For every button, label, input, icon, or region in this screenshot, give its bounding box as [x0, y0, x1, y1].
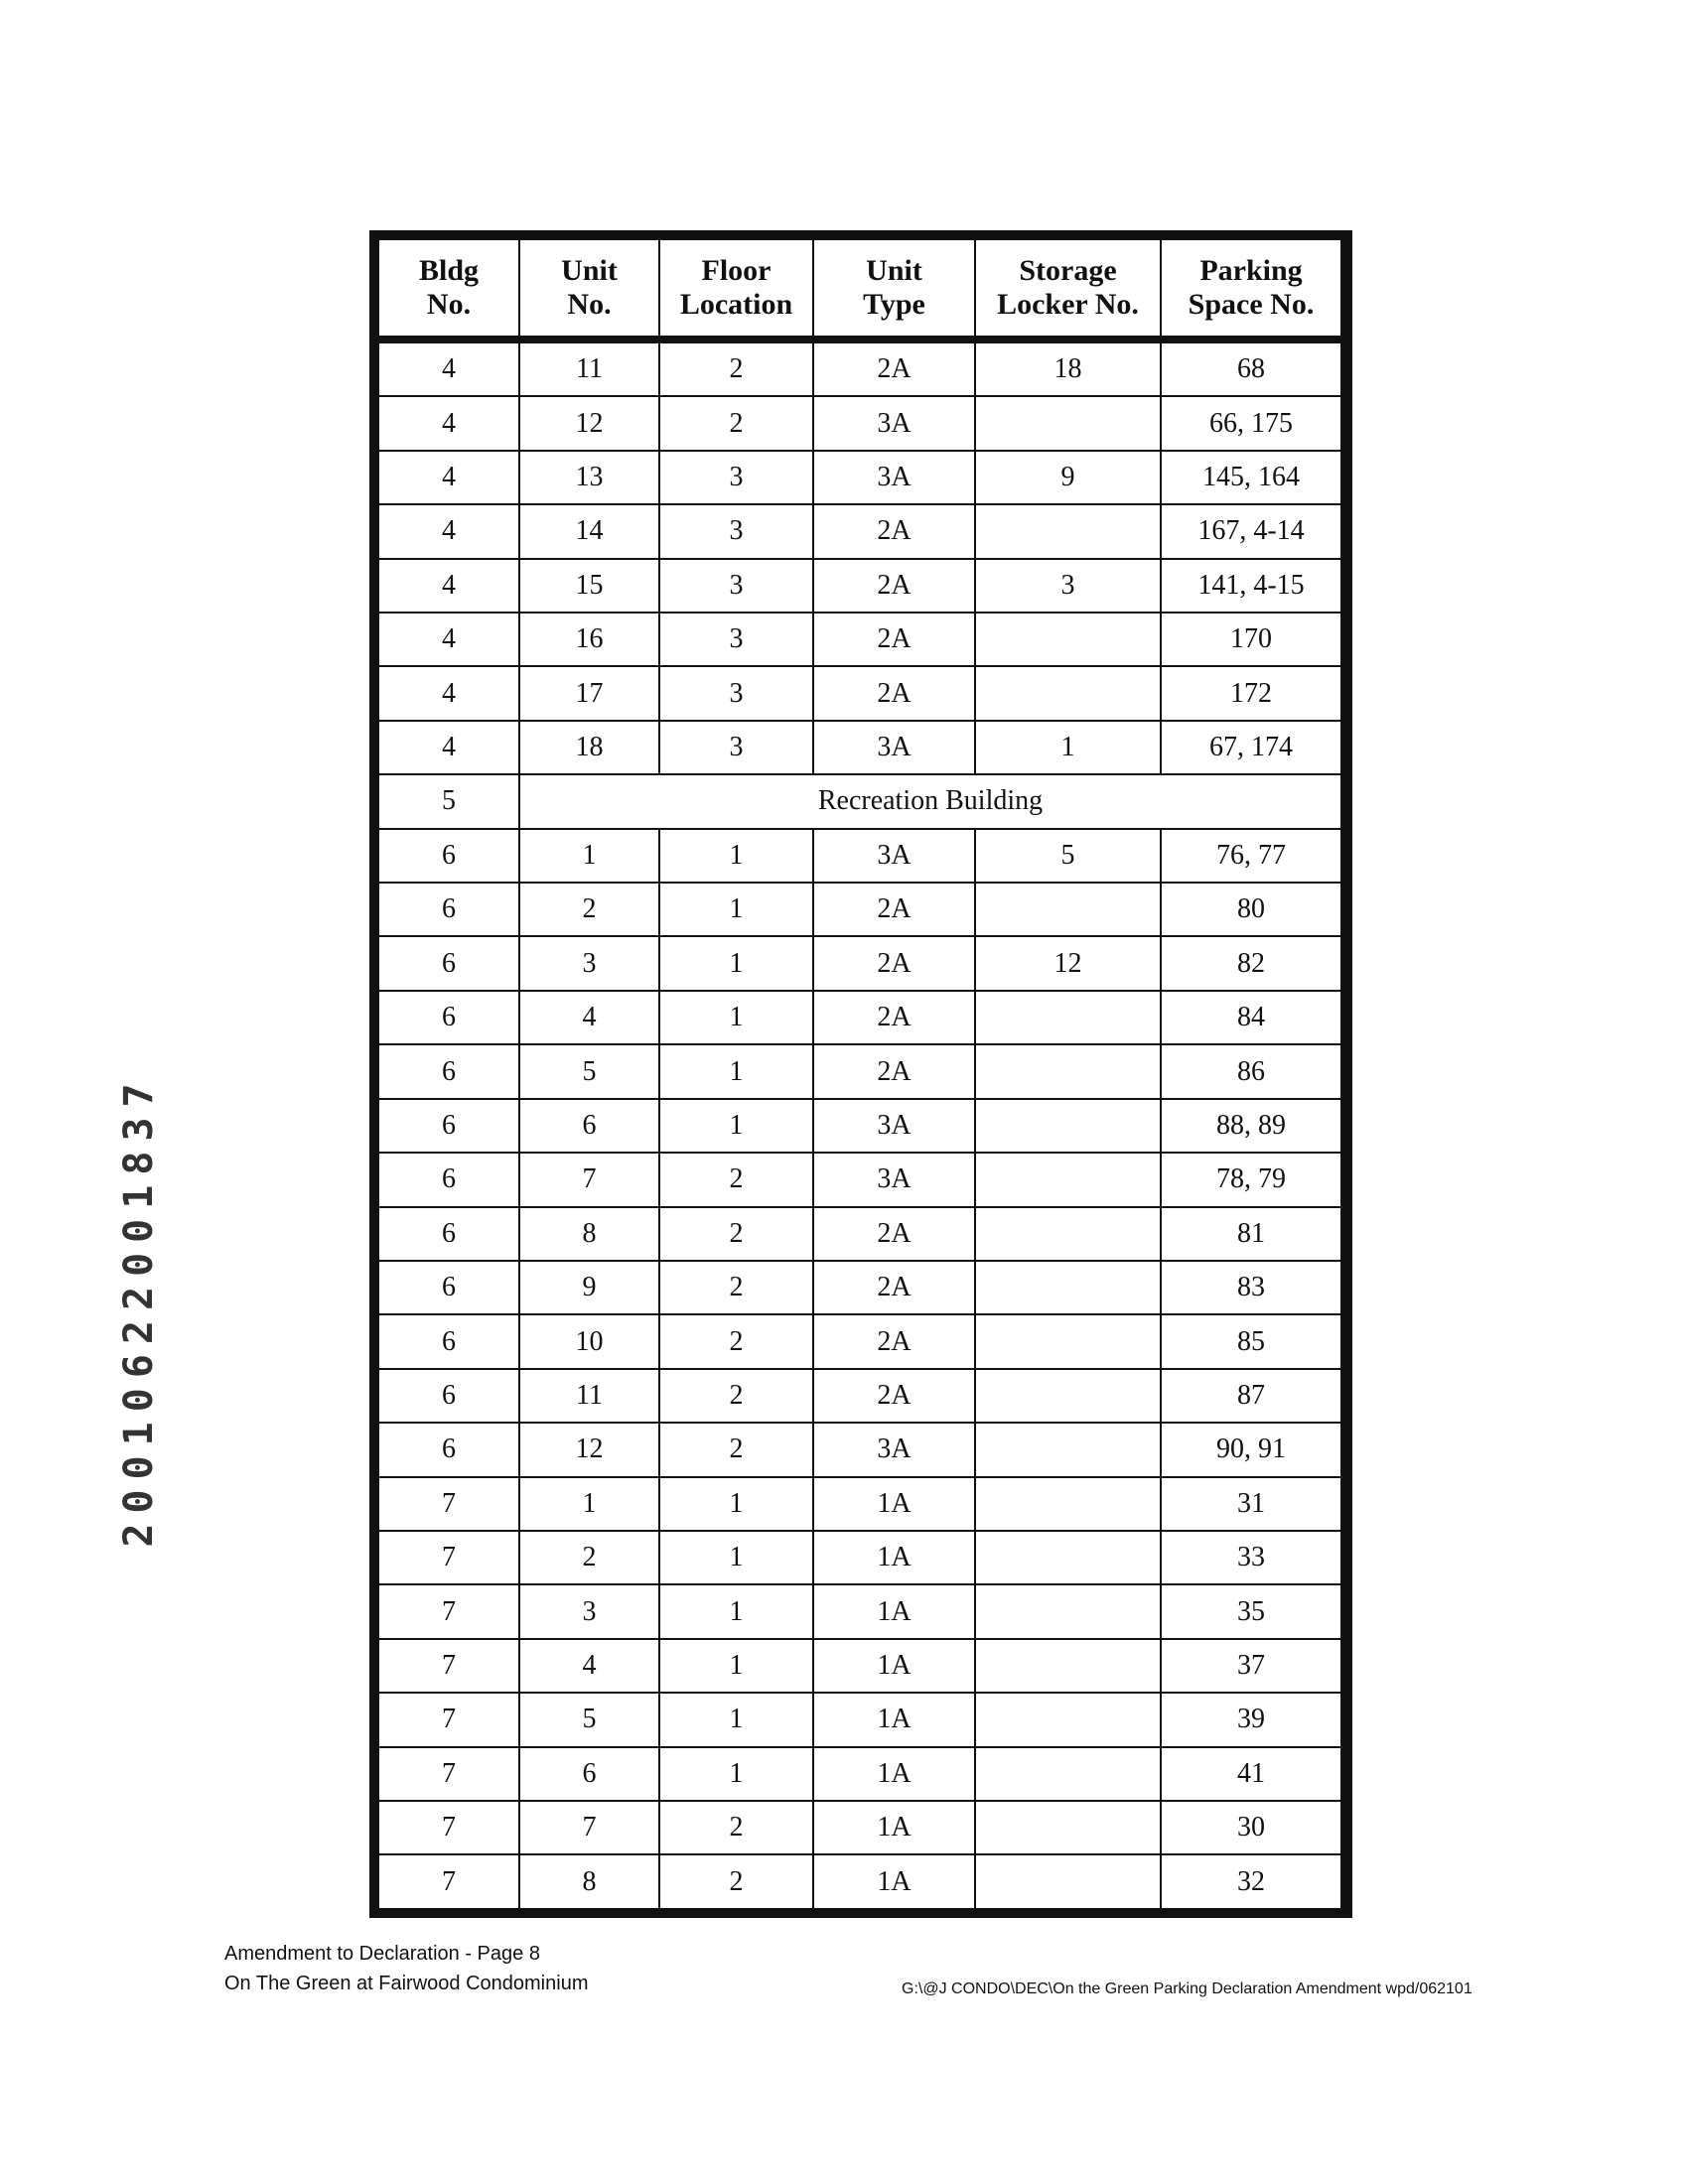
table-row [378, 829, 1341, 883]
cell-locker [975, 1099, 1161, 1153]
table-row [378, 1639, 1341, 1693]
cell-unit: 1 [519, 829, 659, 883]
document-footer [224, 1939, 588, 1998]
cell-unit: 10 [519, 1314, 659, 1368]
cell-floor: 2 [659, 396, 813, 450]
cell-floor: 1 [659, 936, 813, 990]
cell-locker [975, 1584, 1161, 1638]
cell-floor: 2 [659, 1423, 813, 1476]
cell-parking: 78, 79 [1161, 1153, 1341, 1206]
cell-type: 1A [813, 1693, 975, 1746]
cell-floor: 2 [659, 1854, 813, 1909]
cell-bldg: 6 [378, 1099, 519, 1153]
cell-bldg: 7 [378, 1801, 519, 1854]
cell-unit: 16 [519, 613, 659, 666]
cell-locker [975, 991, 1161, 1044]
cell-unit: 3 [519, 1584, 659, 1638]
cell-bldg: 7 [378, 1477, 519, 1531]
cell-bldg: 6 [378, 1261, 519, 1314]
cell-locker: 5 [975, 829, 1161, 883]
cell-parking: 32 [1161, 1854, 1341, 1909]
table-row [378, 1261, 1341, 1314]
cell-parking: 90, 91 [1161, 1423, 1341, 1476]
cell-locker [975, 1423, 1161, 1476]
table-row [378, 1584, 1341, 1638]
cell-recreation-building: Recreation Building [519, 774, 1341, 828]
cell-floor: 1 [659, 1693, 813, 1746]
cell-unit: 13 [519, 451, 659, 504]
cell-parking: 31 [1161, 1477, 1341, 1531]
cell-bldg: 6 [378, 883, 519, 936]
footer-file-path: G:\@J CONDO\DEC\On the Green Parking Declaration Amendment wpd/062101 [902, 1980, 1473, 1997]
table-header-row [378, 239, 1341, 340]
cell-type: 3A [813, 396, 975, 450]
cell-bldg: 6 [378, 1207, 519, 1261]
cell-floor: 1 [659, 1477, 813, 1531]
cell-type: 2A [813, 1207, 975, 1261]
cell-locker [975, 1801, 1161, 1854]
cell-locker [975, 1693, 1161, 1746]
cell-type: 1A [813, 1801, 975, 1854]
header-floor-location: Floor Location [659, 239, 813, 340]
table-row [378, 1423, 1341, 1476]
cell-type: 1A [813, 1854, 975, 1909]
cell-floor: 2 [659, 1369, 813, 1423]
cell-unit: 4 [519, 1639, 659, 1693]
cell-locker: 1 [975, 721, 1161, 774]
cell-type: 2A [813, 936, 975, 990]
cell-type: 2A [813, 340, 975, 396]
cell-floor: 1 [659, 829, 813, 883]
cell-floor: 1 [659, 1747, 813, 1801]
cell-locker [975, 613, 1161, 666]
cell-floor: 1 [659, 991, 813, 1044]
cell-unit: 6 [519, 1099, 659, 1153]
cell-type: 3A [813, 451, 975, 504]
cell-parking: 83 [1161, 1261, 1341, 1314]
table-row [378, 1531, 1341, 1584]
cell-bldg: 7 [378, 1854, 519, 1909]
table-row [378, 559, 1341, 613]
cell-parking: 37 [1161, 1639, 1341, 1693]
cell-unit: 8 [519, 1207, 659, 1261]
unit-allocation-table [377, 238, 1342, 1910]
unit-allocation-table-frame [369, 230, 1352, 1918]
table-row [378, 991, 1341, 1044]
table-row [378, 1153, 1341, 1206]
table-row [378, 451, 1341, 504]
cell-type: 1A [813, 1639, 975, 1693]
cell-unit: 17 [519, 666, 659, 720]
cell-bldg: 4 [378, 666, 519, 720]
cell-bldg: 4 [378, 504, 519, 558]
cell-parking: 39 [1161, 1693, 1341, 1746]
recording-number-stamp: 20010622001837 [116, 1073, 162, 1548]
cell-parking: 85 [1161, 1314, 1341, 1368]
table-row [378, 613, 1341, 666]
cell-locker [975, 1477, 1161, 1531]
cell-locker: 3 [975, 559, 1161, 613]
cell-parking: 86 [1161, 1044, 1341, 1098]
cell-floor: 1 [659, 1584, 813, 1638]
cell-locker [975, 1531, 1161, 1584]
cell-bldg: 6 [378, 1314, 519, 1368]
cell-floor: 2 [659, 1207, 813, 1261]
cell-floor: 3 [659, 666, 813, 720]
cell-bldg: 7 [378, 1639, 519, 1693]
cell-locker [975, 504, 1161, 558]
cell-floor: 2 [659, 1153, 813, 1206]
cell-parking: 82 [1161, 936, 1341, 990]
cell-bldg: 4 [378, 721, 519, 774]
cell-type: 3A [813, 1099, 975, 1153]
cell-type: 2A [813, 883, 975, 936]
cell-unit: 5 [519, 1693, 659, 1746]
footer-condominium-name: On The Green at Fairwood Condominium [224, 1973, 589, 1994]
table-row [378, 936, 1341, 990]
cell-type: 3A [813, 1423, 975, 1476]
cell-type: 2A [813, 1044, 975, 1098]
cell-unit: 12 [519, 1423, 659, 1476]
cell-unit: 11 [519, 1369, 659, 1423]
cell-parking: 81 [1161, 1207, 1341, 1261]
cell-locker [975, 1261, 1161, 1314]
cell-bldg: 6 [378, 1369, 519, 1423]
table-row [378, 1801, 1341, 1854]
cell-floor: 2 [659, 1261, 813, 1314]
cell-type: 3A [813, 829, 975, 883]
cell-locker [975, 1044, 1161, 1098]
table-row [378, 1747, 1341, 1801]
cell-locker [975, 1369, 1161, 1423]
cell-bldg: 7 [378, 1531, 519, 1584]
cell-parking: 68 [1161, 340, 1341, 396]
cell-type: 2A [813, 613, 975, 666]
cell-bldg: 6 [378, 1153, 519, 1206]
cell-unit: 7 [519, 1153, 659, 1206]
cell-floor: 3 [659, 559, 813, 613]
cell-floor: 2 [659, 1314, 813, 1368]
cell-unit: 2 [519, 883, 659, 936]
cell-floor: 2 [659, 1801, 813, 1854]
cell-parking: 170 [1161, 613, 1341, 666]
cell-unit: 12 [519, 396, 659, 450]
header-unit-type: Unit Type [813, 239, 975, 340]
cell-type: 2A [813, 666, 975, 720]
cell-bldg: 4 [378, 559, 519, 613]
cell-locker [975, 1314, 1161, 1368]
cell-unit: 2 [519, 1531, 659, 1584]
cell-parking: 167, 4-14 [1161, 504, 1341, 558]
cell-locker [975, 1854, 1161, 1909]
table-row-recreation [378, 774, 1341, 828]
table-row [378, 1854, 1341, 1909]
header-parking-space-no: Parking Space No. [1161, 239, 1341, 340]
cell-bldg: 6 [378, 829, 519, 883]
cell-bldg: 4 [378, 340, 519, 396]
header-storage-locker-no: Storage Locker No. [975, 239, 1161, 340]
cell-parking: 76, 77 [1161, 829, 1341, 883]
cell-locker: 9 [975, 451, 1161, 504]
table-row [378, 1369, 1341, 1423]
cell-type: 2A [813, 991, 975, 1044]
table-row [378, 1693, 1341, 1746]
cell-floor: 1 [659, 1044, 813, 1098]
cell-floor: 3 [659, 451, 813, 504]
cell-floor: 1 [659, 883, 813, 936]
cell-floor: 1 [659, 1531, 813, 1584]
cell-type: 1A [813, 1477, 975, 1531]
cell-bldg: 4 [378, 396, 519, 450]
cell-floor: 3 [659, 504, 813, 558]
cell-parking: 172 [1161, 666, 1341, 720]
cell-parking: 145, 164 [1161, 451, 1341, 504]
cell-type: 3A [813, 721, 975, 774]
table-row [378, 1207, 1341, 1261]
cell-type: 1A [813, 1584, 975, 1638]
table-row [378, 883, 1341, 936]
cell-unit: 9 [519, 1261, 659, 1314]
table-row [378, 1477, 1341, 1531]
cell-type: 3A [813, 1153, 975, 1206]
cell-bldg: 6 [378, 1044, 519, 1098]
cell-bldg: 6 [378, 1423, 519, 1476]
cell-unit: 8 [519, 1854, 659, 1909]
cell-floor: 1 [659, 1099, 813, 1153]
cell-parking: 66, 175 [1161, 396, 1341, 450]
cell-unit: 1 [519, 1477, 659, 1531]
cell-unit: 6 [519, 1747, 659, 1801]
cell-unit: 11 [519, 340, 659, 396]
cell-parking: 87 [1161, 1369, 1341, 1423]
cell-unit: 15 [519, 559, 659, 613]
cell-parking: 67, 174 [1161, 721, 1341, 774]
cell-parking: 33 [1161, 1531, 1341, 1584]
cell-floor: 3 [659, 721, 813, 774]
cell-type: 2A [813, 1369, 975, 1423]
table-row [378, 721, 1341, 774]
cell-unit: 14 [519, 504, 659, 558]
header-bldg-no: Bldg No. [378, 239, 519, 340]
cell-unit: 7 [519, 1801, 659, 1854]
cell-bldg: 7 [378, 1693, 519, 1746]
cell-locker: 12 [975, 936, 1161, 990]
header-unit-no: Unit No. [519, 239, 659, 340]
cell-bldg: 7 [378, 1747, 519, 1801]
table-row [378, 1044, 1341, 1098]
cell-locker [975, 1639, 1161, 1693]
cell-locker [975, 883, 1161, 936]
cell-parking: 30 [1161, 1801, 1341, 1854]
cell-type: 2A [813, 559, 975, 613]
footer-page-label: Amendment to Declaration - Page 8 [224, 1943, 540, 1965]
table-row [378, 504, 1341, 558]
cell-parking: 141, 4-15 [1161, 559, 1341, 613]
cell-bldg: 6 [378, 936, 519, 990]
cell-unit: 4 [519, 991, 659, 1044]
cell-floor: 3 [659, 613, 813, 666]
table-row [378, 1314, 1341, 1368]
cell-locker [975, 396, 1161, 450]
cell-type: 2A [813, 1314, 975, 1368]
cell-bldg: 6 [378, 991, 519, 1044]
table-row [378, 396, 1341, 450]
cell-locker [975, 1207, 1161, 1261]
cell-type: 1A [813, 1531, 975, 1584]
cell-bldg: 4 [378, 613, 519, 666]
cell-parking: 35 [1161, 1584, 1341, 1638]
cell-parking: 41 [1161, 1747, 1341, 1801]
cell-bldg: 5 [378, 774, 519, 828]
cell-floor: 2 [659, 340, 813, 396]
cell-type: 2A [813, 504, 975, 558]
cell-type: 1A [813, 1747, 975, 1801]
cell-floor: 1 [659, 1639, 813, 1693]
cell-unit: 5 [519, 1044, 659, 1098]
cell-locker [975, 666, 1161, 720]
cell-bldg: 4 [378, 451, 519, 504]
table-row [378, 1099, 1341, 1153]
cell-type: 2A [813, 1261, 975, 1314]
cell-parking: 84 [1161, 991, 1341, 1044]
cell-parking: 88, 89 [1161, 1099, 1341, 1153]
cell-locker [975, 1747, 1161, 1801]
cell-locker [975, 1153, 1161, 1206]
cell-unit: 18 [519, 721, 659, 774]
cell-bldg: 7 [378, 1584, 519, 1638]
table-row [378, 340, 1341, 396]
cell-unit: 3 [519, 936, 659, 990]
cell-locker: 18 [975, 340, 1161, 396]
cell-parking: 80 [1161, 883, 1341, 936]
table-row [378, 666, 1341, 720]
